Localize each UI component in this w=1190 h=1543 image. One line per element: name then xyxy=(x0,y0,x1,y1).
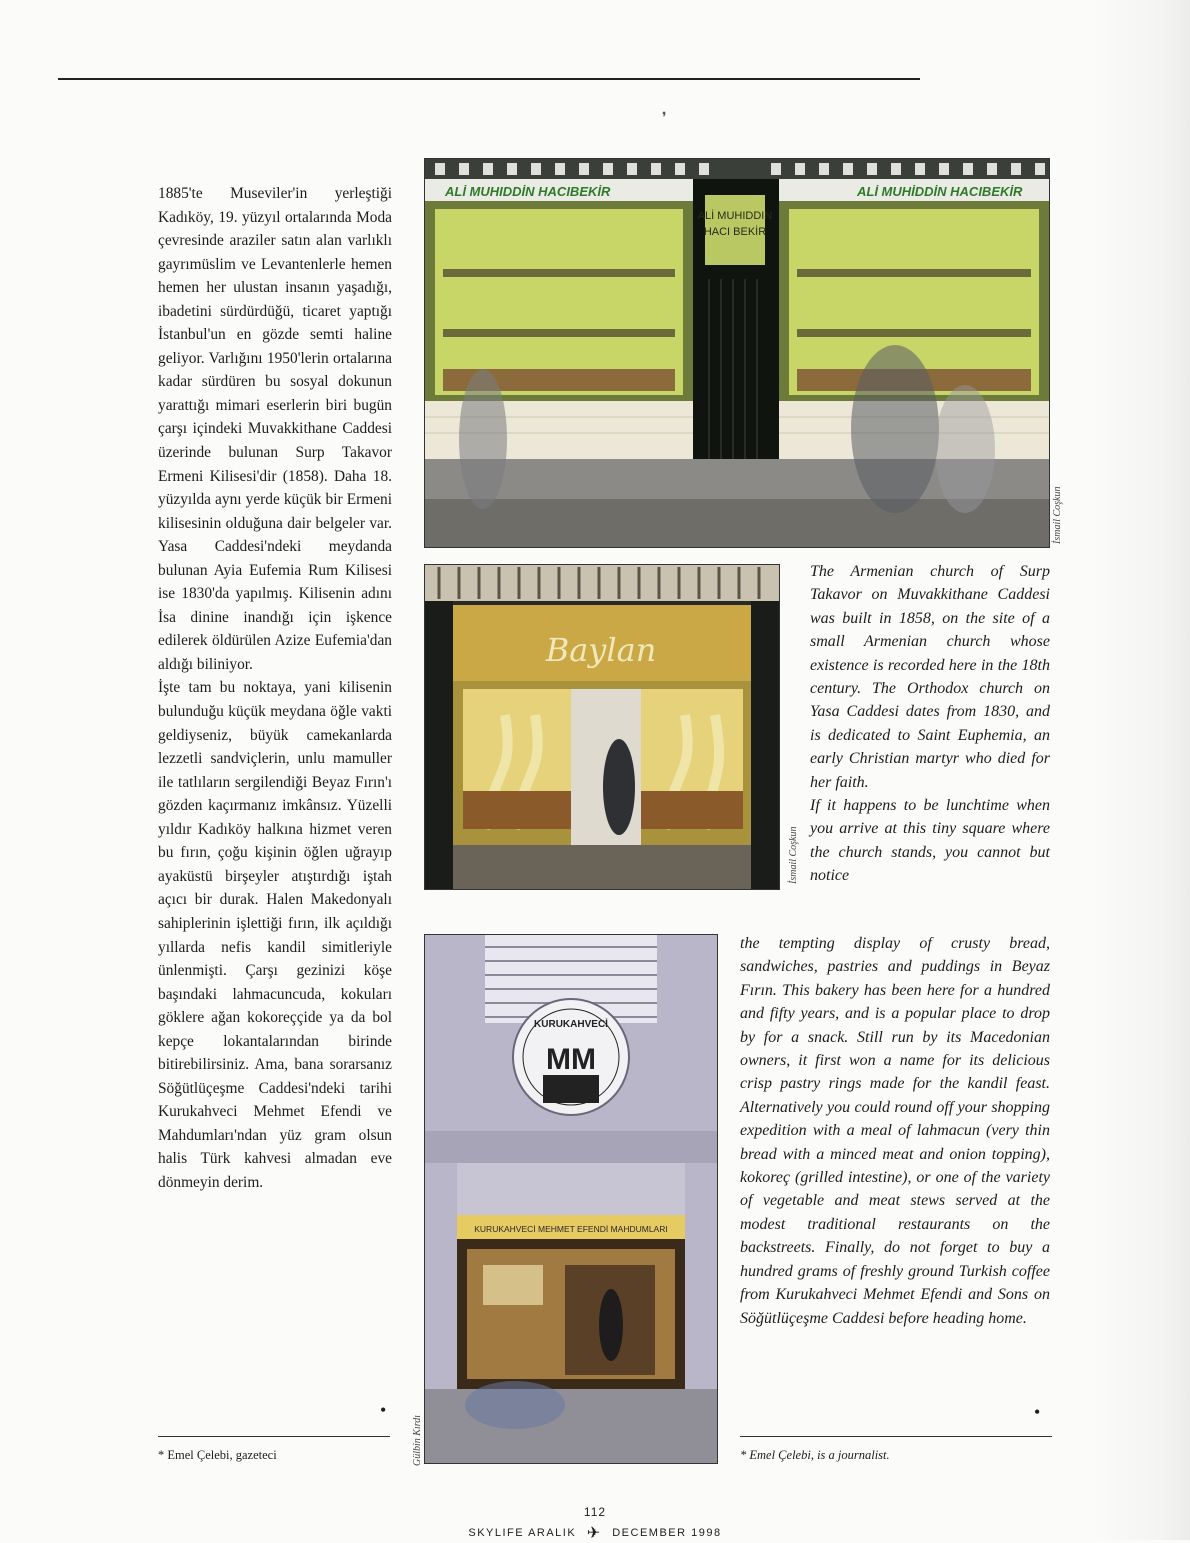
baylan-sign: Baylan xyxy=(545,631,657,669)
english-column-bottom xyxy=(740,932,1050,1330)
footer-right: DECEMBER 1998 xyxy=(612,1526,722,1539)
footer-line xyxy=(0,1523,1190,1543)
page-number: 112 xyxy=(583,1505,607,1519)
print-speck: ❜ xyxy=(662,111,667,126)
photo-credit-1: İsmail Coşkun xyxy=(1052,486,1063,544)
turkish-paragraph-1: 1885'te Museviler'in yerleştiği Kadıköy, 19. yüzyıl ortalarında Moda çevresinde araziler satın alan varlıklı gayrımüslim ve Levantenlerle hemen hemen her ulustan insanın yaşadığı, ibadetini sürdürdüğü, ticaret yaptığı İstanbul'un en gözde semti haline geliyor. Varlığını 1950'lerin ortalarına kadar sürdüren bu sosyal dokunun yarattığı mimari eserlerin biri bugün çarşı içindeki Muvakkithane Caddesi üzerinde bulunan Surp Takavor Ermeni Kilisesi'dir (1858). Daha 18. yüzyılda aynı yerde küçük bir Ermeni kilisesinin olduğuna dair belgeler var. Yasa Caddesi'ndeki meydanda bulunan Ayia Eufemia Rum Kilisesi ise 1830'da yapılmış. Kilisenin adını İsa dinine inandığı için işkence edilerek öldürülen Azize Eufemia'dan aldığı biliniyor. xyxy=(158,185,392,673)
footnote-rule-turkish xyxy=(158,1436,390,1437)
door-sign-2: HACI BEKİR xyxy=(703,226,767,238)
english-paragraph-1: The Armenian church of Surp Takavor on Muvakkithane Caddesi was built in 1858, on the site of a small Armenian church whose existence is recorded here in the 18th century. The Orthodox church on Yasa Caddesi dates from 1830, and is dedicated to Saint Euphemia, an early Christian martyr who died for her faith. xyxy=(810,563,1050,791)
photo-hacibekir-image xyxy=(425,159,1049,547)
footer-left: SKYLIFE ARALIK xyxy=(468,1526,577,1539)
photo-baylan xyxy=(424,564,780,890)
english-paragraph-2-bottom: the tempting display of crusty bread, sandwiches, pastries and puddings in Beyaz Fırın. This bakery has been here for a hundred and fifty years, and is a popular place to drop by for a snack. Still run by its Macedonian owners, it first won a name for its delicious crisp pastry rings made for the kandil feast. Alternatively you could round off your shopping expedition with a meal of lahmacun (very thin bread with a minced meat and onion topping), kokoreç (grilled intestine), or one of the variety of vegetable and meat stews served at the modest traditional restaurants on the backstreets. Finally, do not forget to buy a hundred grams of freshly ground Turkish coffee from Kurukahveci Mehmet Efendi and Sons on Söğütlüçeşme Caddesi before heading home. xyxy=(740,935,1050,1327)
footnote-english: * Emel Çelebi, is a journalist. xyxy=(740,1448,890,1462)
photo-credit-3: Gülbin Kırdı xyxy=(412,1414,423,1466)
airplane-icon: ✈ xyxy=(586,1525,602,1542)
photo-baylan-image xyxy=(425,565,779,889)
english-column-top xyxy=(810,560,1050,888)
logo-text: KURUKAHVECİ xyxy=(534,1019,608,1030)
end-bullet-english: • xyxy=(1034,1402,1041,1422)
photo-credit-2: İsmail Coşkun xyxy=(788,826,799,884)
top-rule xyxy=(58,78,920,80)
turkish-paragraph-2: İşte tam bu noktaya, yani kilisenin bulunduğu küçük meydana öğle vakti geldiyseniz, büyük camekanlarda lezzetli sandviçlerin, unlu mamuller ile tatlıların sergilendiği Beyaz Fırın'ı gözden kaçırmanız imkânsız. Yüzelli yıldır Kadıköy halkına hizmet veren bu fırın, çoğu kişinin öğlen uğrayıp ayaküstü birşeyler atıştırdığı iştah açıcı bir durak. Halen Makedonyalı sahiplerinin işlettiği fırın, ilk açıldığı yıllarda nefis kandil simitleriyle ünlenmişti. Çarşı gezinizi köşe başındaki lahmacuncuda, kokuları göklere ağan kokoreççide ya da bol kepçe lokantalarından birinde bitirebilirsiniz. Ama, bana sorarsanız Söğütlüçeşme Caddesi'ndeki tarihi Kurukahveci Mehmet Efendi ve Mahdumları'ndan yüz gram olsun halis Türk kahvesi almadan eve dönmeyin derim. xyxy=(158,679,392,1191)
footnote-turkish: * Emel Çelebi, gazeteci xyxy=(158,1448,277,1462)
footnote-rule-english xyxy=(740,1436,1052,1437)
photo-kurukahveci-image xyxy=(425,935,717,1463)
logo-mark: MM xyxy=(546,1043,596,1076)
english-paragraph-2-top: If it happens to be lunchtime when you arrive at this tiny square where the church stands, you cannot but notice xyxy=(810,797,1050,885)
kurukahveci-sign: KURUKAHVECİ MEHMET EFENDİ MAHDUMLARI xyxy=(474,1224,668,1234)
sign-left-text: ALİ MUHIDDİN HACIBEKİR xyxy=(445,184,611,199)
door-sign-1: ALİ MUHIDDIN xyxy=(697,210,773,222)
page-edge-shadow xyxy=(1094,0,1190,1540)
end-bullet-turkish: • xyxy=(380,1400,387,1420)
turkish-column xyxy=(158,182,392,1195)
photo-kurukahveci xyxy=(424,934,718,1464)
sign-right-text: ALİ MUHİDDİN HACIBEKİR xyxy=(857,184,1023,199)
photo-hacibekir xyxy=(424,158,1050,548)
